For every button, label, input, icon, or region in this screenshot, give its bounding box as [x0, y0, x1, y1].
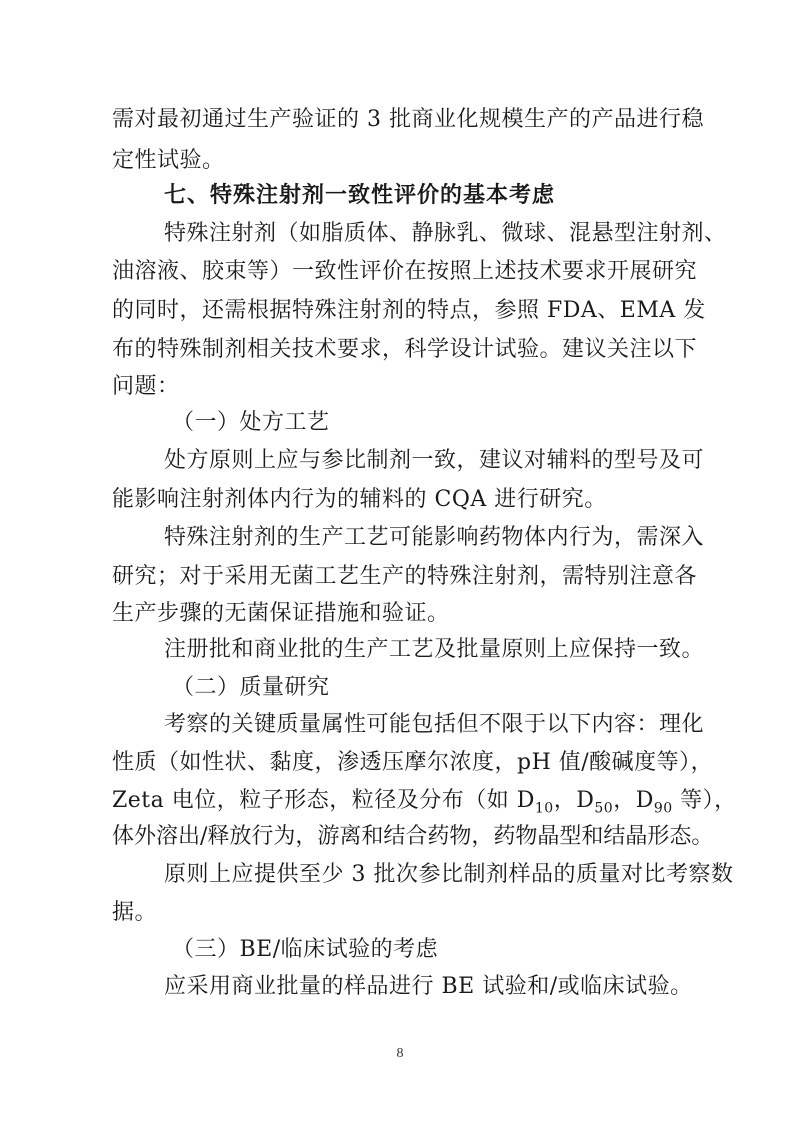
paragraph-line: 体外溶出/释放行为，游离和结合药物，药物晶型和结晶形态。	[112, 824, 714, 849]
paragraph-line: 性质（如性状、黏度，渗透压摩尔浓度，pH 值/酸碱度等），	[112, 750, 714, 775]
subsection-heading: （三）BE/临床试验的考虑	[172, 937, 439, 962]
section-heading: 七、特殊注射剂一致性评价的基本考虑	[164, 183, 556, 208]
paragraph-line: 能影响注射剂体内行为的辅料的 CQA 进行研究。	[112, 487, 607, 512]
paragraph-line: 需对最初通过生产验证的 3 批商业化规模生产的产品进行稳	[112, 107, 704, 132]
paragraph-line: 据。	[112, 900, 158, 925]
paragraph-line: 布的特殊制剂相关技术要求，科学设计试验。建议关注以下	[112, 337, 698, 362]
line-text: 等），	[672, 788, 737, 813]
subsection-heading: （一）处方工艺	[172, 410, 330, 435]
line-text: Zeta 电位，粒子形态，粒径及分布（如 D	[112, 788, 535, 813]
paragraph-line: 特殊注射剂的生产工艺可能影响药物体内行为，需深入	[164, 525, 705, 550]
paragraph-line: 应采用商业批量的样品进行 BE 试验和/或临床试验。	[164, 974, 693, 999]
paragraph-line: 处方原则上应与参比制剂一致，建议对辅料的型号及可	[164, 448, 705, 473]
subscript-d90: 90	[653, 800, 673, 817]
subsection-heading: （二）质量研究	[172, 675, 330, 700]
paragraph-line: 特殊注射剂（如脂质体、静脉乳、微球、混悬型注射剂、	[164, 221, 727, 246]
paragraph-line: 油溶液、胶束等）一致性评价在按照上述技术要求开展研究	[112, 259, 698, 284]
paragraph-line: 定性试验。	[112, 148, 225, 173]
subscript-d10: 10	[534, 800, 554, 817]
page-number: 8	[396, 1046, 404, 1061]
paragraph-line: 问题：	[112, 374, 180, 399]
paragraph-line: 注册批和商业批的生产工艺及批量原则上应保持一致。	[164, 637, 705, 662]
paragraph-line: 研究；对于采用无菌工艺生产的特殊注射剂，需特别注意各	[112, 564, 698, 589]
paragraph-line: 原则上应提供至少 3 批次参比制剂样品的质量对比考察数	[164, 862, 734, 887]
paragraph-line: 生产步骤的无菌保证措施和验证。	[112, 601, 450, 626]
line-text: ，D	[613, 788, 654, 813]
paragraph-line: 考察的关键质量属性可能包括但不限于以下内容：理化	[164, 712, 705, 737]
line-text: ，D	[553, 788, 595, 813]
paragraph-line	[112, 786, 737, 816]
paragraph-line: 的同时，还需根据特殊注射剂的特点，参照 FDA、EMA 发	[112, 298, 706, 323]
subscript-d50: 50	[594, 800, 614, 817]
